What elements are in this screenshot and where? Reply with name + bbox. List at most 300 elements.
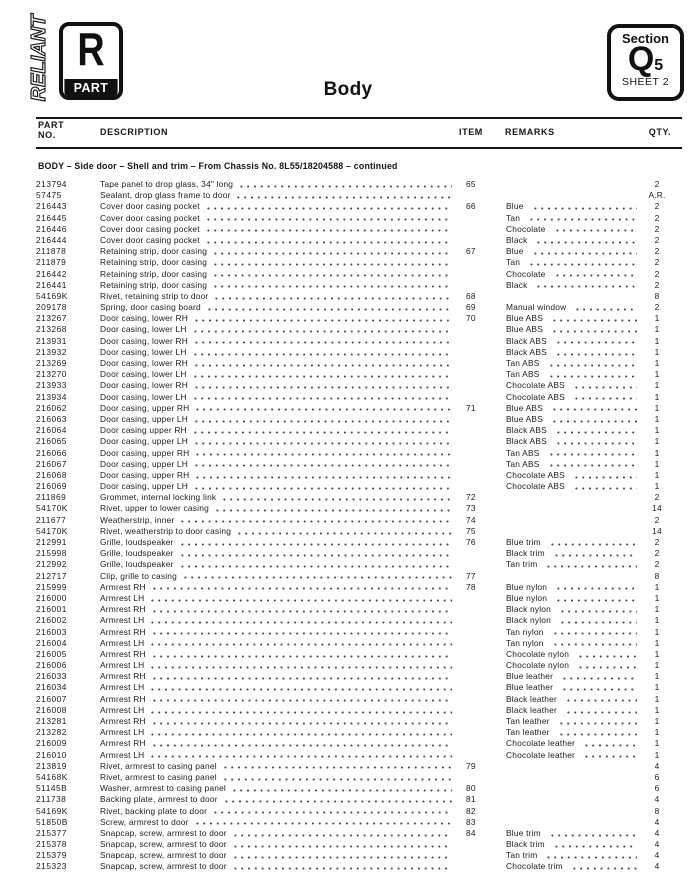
dot-leader [573,470,637,481]
dot-leader [151,716,452,727]
remark-text: Black trim [506,839,545,850]
description-cell [100,358,460,369]
description-cell [100,727,460,738]
table-row [36,582,682,593]
table-row [36,559,682,570]
description-cell [100,347,460,358]
remarks-cell [506,246,640,257]
part-description: Rivet, retaining strip to door [100,290,209,301]
remark-text: Tan ABS [506,358,540,368]
dot-leader [559,604,637,615]
quantity: 2 [654,537,660,547]
dot-leader [583,750,637,761]
table-row [36,425,682,436]
item-number: 81 [466,794,476,805]
item-number: 78 [466,581,476,592]
remark-text: Tan ABS [506,369,540,380]
part-description: Rivet, armrest to casing panel [100,771,217,782]
remark-text: Chocolate [506,268,546,279]
dot-leader [532,246,637,257]
part-description: Armrest RH [100,626,146,637]
description-cell [100,380,460,391]
dot-leader [192,425,452,436]
remarks-cell [506,615,640,626]
table-row [36,593,682,604]
part-description: Armrest RH [100,604,146,615]
item-number: 82 [466,805,476,816]
description-cell [100,694,460,705]
description-cell [100,492,460,503]
table-row [36,302,682,313]
dot-leader [548,358,637,369]
table-row [36,313,682,324]
dot-leader [573,392,637,403]
part-description: Door casing, lower LH [100,346,187,357]
table-row [36,436,682,447]
part-description: Snapcap, screw, armrest to door [100,861,227,872]
part-number: 216446 [36,223,67,234]
table-row [36,414,682,425]
remarks-cell [506,302,640,313]
part-description: Armrest RH [100,648,146,659]
table-row [36,224,682,235]
remark-text: Black nylon [506,604,552,615]
part-description: Cover door casing pocket [100,234,200,245]
dot-leader [545,559,637,570]
quantity: 14 [652,525,662,536]
quantity: 2 [654,179,660,189]
description-cell [100,705,460,716]
part-description: Armrest RH [100,693,146,704]
rpart-word: PART [64,79,117,96]
part-number: 54169K [36,290,68,301]
item-number: 77 [466,570,476,581]
dot-leader [555,436,637,447]
quantity: 1 [654,425,660,436]
part-description: Tape panel to drop glass, 34" long [100,179,234,189]
dot-leader [205,235,452,246]
description-cell [100,190,460,201]
part-number: 212717 [36,570,67,581]
description-cell [100,269,460,280]
remarks-cell [506,716,640,727]
remarks-cell [506,604,640,615]
dot-leader [554,224,637,235]
dot-leader [192,392,452,403]
part-number: 216008 [36,704,67,715]
part-number: 216063 [36,413,67,424]
item-number: 66 [466,201,476,212]
part-description: Door casing, lower RH [100,313,188,324]
remark-text: Blue ABS [506,413,543,424]
description-cell [100,526,460,537]
quantity: 4 [654,827,660,838]
table-row [36,817,682,828]
remarks-cell [506,481,640,492]
part-description: Cover door casing pocket [100,212,200,223]
description-cell [100,448,460,459]
column-header-item: ITEM [459,127,483,137]
part-number: 216005 [36,648,67,659]
description-cell [100,291,460,302]
dot-leader [205,224,452,235]
dot-leader [194,403,452,414]
table-row [36,515,682,526]
quantity: 1 [654,358,660,368]
dot-leader [235,190,452,201]
part-description: Grille, loudspeaker [100,559,174,570]
part-number: 216004 [36,637,67,648]
remark-text: Chocolate nylon [506,660,570,671]
dot-leader [149,750,452,761]
dot-leader [551,313,637,324]
part-number: 57475 [36,190,62,201]
remark-text: Tan ABS [506,447,540,458]
part-number: 216002 [36,615,67,626]
description-cell [100,548,460,559]
part-description: Armrest LH [100,704,145,715]
dot-leader [149,660,452,671]
part-description: Backing plate, armrest to door [100,794,218,805]
table-row [36,638,682,649]
part-number: 211677 [36,514,67,525]
remarks-cell [506,414,640,425]
remark-text: Tan leather [506,727,550,738]
dot-leader [179,548,452,559]
part-description: Armrest LH [100,615,145,626]
part-number: 216069 [36,481,67,492]
description-cell [100,604,460,615]
remark-text: Black ABS [506,436,547,447]
dot-leader [151,582,452,593]
item-number: 72 [466,492,476,503]
remarks-cell [506,839,640,850]
description-cell [100,783,460,794]
dot-leader [573,380,637,391]
dot-leader [193,414,452,425]
dot-leader [212,257,452,268]
part-number: 51145B [36,783,68,794]
quantity: 1 [654,458,660,469]
part-description: Washer, armrest to casing panel [100,783,226,794]
column-header-remarks: REMARKS [505,127,555,137]
quantity: 8 [654,805,660,816]
item-number: 65 [466,179,476,189]
remark-text: Tan [506,257,521,268]
dot-leader [528,213,637,224]
dot-leader [193,436,452,447]
remarks-cell [506,682,640,693]
part-number: 216445 [36,212,67,223]
part-description: Armrest LH [100,637,145,648]
part-number: 51850B [36,816,68,827]
part-number: 216034 [36,682,67,693]
part-description: Retaining strip, door casing [100,279,208,290]
description-cell [100,414,460,425]
remark-text: Black ABS [506,335,547,346]
remarks-cell [506,369,640,380]
remarks-cell [506,638,640,649]
remarks-cell [506,694,640,705]
remark-text: Blue trim [506,537,541,547]
dot-leader [214,503,452,514]
quantity: 1 [654,693,660,704]
description-cell [100,861,460,872]
quantity: 2 [654,257,660,268]
remark-text: Blue ABS [506,402,543,413]
part-number: 209178 [36,302,67,313]
remarks-cell [506,201,640,212]
dot-leader [558,727,637,738]
table-row [36,213,682,224]
part-description: Door casing, upper LH [100,436,188,447]
dot-leader [149,727,452,738]
dot-leader [149,682,452,693]
table-row [36,481,682,492]
part-number: 216001 [36,604,67,615]
table-row [36,201,682,212]
quantity: 2 [654,548,660,559]
table-row [36,671,682,682]
dot-leader [223,794,452,805]
part-description: Retaining strip, door casing [100,268,208,279]
dot-leader [222,761,452,772]
remark-text: Chocolate ABS [506,481,565,492]
remark-text: Chocolate [506,223,546,234]
dot-leader [151,604,452,615]
part-number: 215379 [36,850,67,861]
description-cell [100,682,460,693]
remark-text: Chocolate nylon [506,648,570,659]
table-rows [36,179,682,873]
part-number: 216064 [36,425,67,436]
table-row [36,839,682,850]
remarks-cell [506,828,640,839]
quantity: 4 [654,760,660,771]
dot-leader [213,291,452,302]
remarks-cell [506,358,640,369]
part-number: 215377 [36,827,67,838]
part-description: Door casing, lower LH [100,369,187,380]
quantity: 2 [654,302,660,313]
table-row [36,403,682,414]
table-row [36,861,682,872]
table-row [36,246,682,257]
quantity: 2 [654,223,660,234]
remark-text: Chocolate leather [506,738,576,749]
dot-leader [222,772,452,783]
description-cell [100,660,460,671]
dot-leader [549,828,637,839]
remarks-cell [506,548,640,559]
description-cell [100,839,460,850]
quantity: 1 [654,592,660,603]
part-description: Rivet, weatherstrip to door casing [100,525,232,536]
quantity: 1 [654,671,660,682]
dot-leader [192,347,452,358]
remark-text: Chocolate ABS [506,469,565,480]
dot-leader [231,783,452,794]
quantity: 1 [654,380,660,391]
dot-leader [151,738,452,749]
part-description: Snapcap, screw, armrest to door [100,839,227,850]
remarks-cell [506,213,640,224]
part-description: Armrest LH [100,682,145,693]
remark-text: Tan [506,212,521,223]
part-number: 213269 [36,358,67,368]
part-description: Snapcap, screw, armrest to door [100,850,227,861]
dot-leader [555,425,637,436]
part-number: 216441 [36,279,67,290]
part-description: Armrest LH [100,660,145,671]
part-description: Snapcap, screw, armrest to door [100,827,227,838]
table-row [36,615,682,626]
part-number: 216007 [36,693,67,704]
item-number: 83 [466,816,476,827]
dot-leader [179,537,452,548]
remarks-cell [506,459,640,470]
part-number: 215323 [36,861,67,872]
part-number: 216444 [36,234,67,245]
table-row [36,324,682,335]
dot-leader [192,324,452,335]
remark-text: Chocolate ABS [506,380,565,391]
dot-leader [561,682,637,693]
remarks-cell [506,582,640,593]
part-description: Door casing, lower RH [100,335,188,346]
description-cell [100,772,460,783]
dot-leader [549,537,637,548]
table-row [36,526,682,537]
part-number: 216009 [36,738,67,749]
dot-leader [577,649,637,660]
table-row [36,470,682,481]
part-description: Screw, armrest to door [100,816,189,827]
part-description: Grille, loudspeaker [100,537,174,547]
remark-text: Black [506,279,528,290]
dot-leader [552,638,637,649]
part-number: 216006 [36,660,67,671]
dot-leader [552,627,637,638]
remark-text: Black trim [506,548,545,559]
dot-leader [149,638,452,649]
quantity: 1 [654,447,660,458]
description-cell [100,571,460,582]
remark-text: Blue leather [506,682,554,693]
remarks-cell [506,850,640,861]
description-cell [100,201,460,212]
dot-leader [232,861,452,872]
remarks-cell [506,324,640,335]
table-row [36,235,682,246]
quantity: 1 [654,469,660,480]
part-description: Armrest LH [100,727,145,738]
item-number: 69 [466,302,476,313]
dot-leader [212,269,452,280]
quantity: 2 [654,514,660,525]
rpart-letter: R [77,23,105,75]
remarks-cell [506,738,640,749]
table-row [36,716,682,727]
remarks-cell [506,750,640,761]
remark-text: Black [506,234,528,245]
column-header-description: DESCRIPTION [100,127,169,137]
part-number: 216062 [36,402,67,413]
dot-leader [236,526,452,537]
dot-leader [194,817,452,828]
dot-leader [577,660,637,671]
table-row [36,627,682,638]
table-row [36,380,682,391]
remark-text: Tan trim [506,850,538,861]
description-cell [100,459,460,470]
quantity: 2 [654,268,660,279]
part-number: 216033 [36,671,67,682]
table-row [36,291,682,302]
section-badge [607,24,684,101]
dot-leader [193,459,452,470]
quantity: 4 [654,850,660,861]
dot-leader [212,806,452,817]
dot-leader [149,615,452,626]
description-cell [100,313,460,324]
remark-text: Tan nylon [506,626,544,637]
part-description: Cover door casing pocket [100,201,200,212]
description-cell [100,503,460,514]
description-cell [100,280,460,291]
table-row [36,604,682,615]
dot-leader [528,257,637,268]
quantity: 2 [654,492,660,503]
remarks-cell [506,559,640,570]
remarks-cell [506,436,640,447]
part-number: 213267 [36,313,67,324]
dot-leader [221,492,452,503]
dot-leader [205,201,452,212]
sheet-number: SHEET 2 [621,76,670,88]
dot-leader [535,280,637,291]
part-number: 213794 [36,179,67,189]
part-number: 213819 [36,760,67,771]
quantity: 4 [654,794,660,805]
description-cell [100,436,460,447]
part-number: 213281 [36,716,67,726]
remark-text: Black leather [506,693,558,704]
remarks-cell [506,269,640,280]
table-row [36,190,682,201]
section-letter: Q [627,40,655,78]
part-number: 54170K [36,525,68,536]
part-description: Spring, door casing board [100,302,201,313]
quantity: 1 [654,615,660,626]
dot-leader [574,302,637,313]
description-cell [100,582,460,593]
remarks-cell [506,470,640,481]
item-number: 84 [466,827,476,838]
table-row [36,750,682,761]
table-row [36,280,682,291]
item-number: 76 [466,537,476,547]
part-description: Armrest RH [100,738,146,749]
quantity: 8 [654,570,660,581]
dot-leader [212,246,452,257]
part-number: 216003 [36,626,67,637]
remark-text: Manual window [506,302,567,313]
header-rule-bottom [36,147,682,149]
table-row [36,257,682,268]
dot-leader [554,269,637,280]
table-row [36,358,682,369]
